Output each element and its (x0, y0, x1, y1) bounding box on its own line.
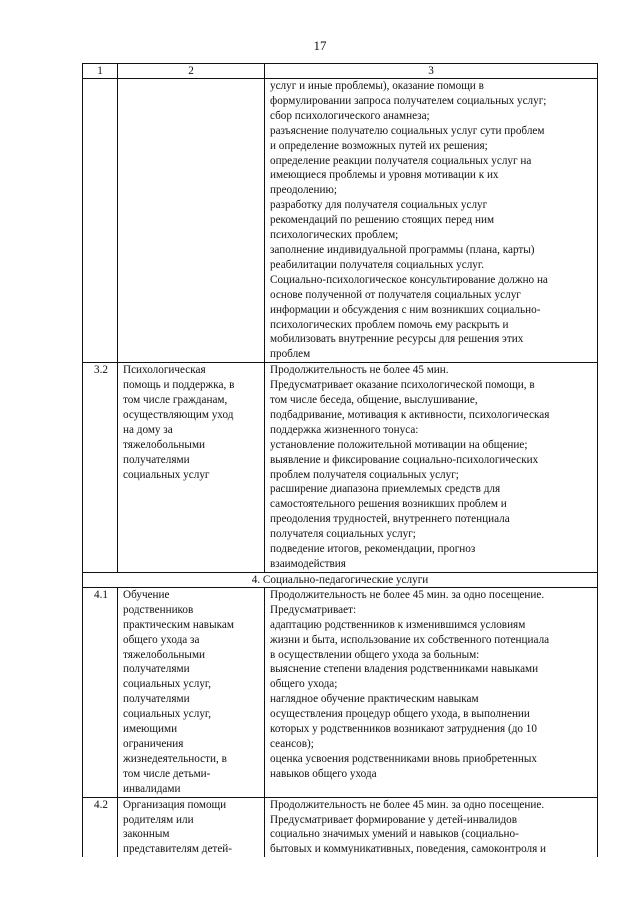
service-number: 4.2 (83, 797, 118, 857)
service-description-line: оценка усвоения родственниками вновь приобретенных (270, 752, 537, 765)
service-description-line: рекомендаций по решению стоящих перед ним (270, 214, 495, 227)
service-description (265, 363, 598, 573)
service-description-line: преодоления трудностей, внутреннего потенциала (270, 513, 510, 526)
service-description (265, 797, 598, 857)
service-name-line: представителям детей- (123, 843, 233, 856)
service-number: 4.1 (83, 587, 118, 797)
service-description-line: имеющиеся проблемы и уровня мотивации к их (270, 169, 499, 182)
page-number: 17 (313, 38, 327, 53)
service-description-line: заполнение индивидуальной программы (плана, карты) (270, 243, 535, 256)
service-name-line: том числе детьми- (123, 767, 211, 780)
service-name-line: осуществляющим уход (123, 408, 234, 421)
service-name-line: получателями (123, 663, 190, 676)
service-description-line: Продолжительность не более 45 мин. (270, 364, 449, 377)
service-number: 3.2 (83, 363, 118, 573)
table-row (83, 587, 598, 797)
service-description-line: выяснение степени владения родственниками навыками (270, 663, 539, 676)
section-row (83, 572, 598, 587)
table-header-row (83, 64, 598, 79)
service-description-line: расширение диапазона приемлемых средств для (270, 483, 501, 496)
service-name-line: ограничения (123, 737, 184, 750)
service-description-line: адаптацию родственников к изменившимся условиям (270, 618, 526, 631)
service-description-line: навыков общего ухода (270, 767, 377, 780)
service-description-line: осуществления процедур общего ухода, в выполнении (270, 708, 530, 721)
table-row (83, 363, 598, 573)
service-name (118, 363, 265, 573)
service-name-line: тяжелобольными (123, 438, 206, 451)
service-description-line: разъяснение получателю социальных услуг сути проблем (270, 124, 545, 137)
service-name-line: жизнедеятельности, в (123, 752, 227, 765)
service-description-line: подбадривание, мотивация к активности, психологическая (270, 408, 550, 421)
service-description-line: которых у родственников возникают затруднения (до 10 (270, 723, 537, 736)
service-description-line: разработку для получателя социальных услуг (270, 199, 488, 212)
services-table (82, 63, 598, 857)
service-name-line: имеющими (123, 723, 178, 736)
service-description-line: Предусматривает оказание психологической помощи, в (270, 379, 535, 392)
service-description-line: бытовых и коммуникативных, поведения, самоконтроля и (270, 843, 547, 856)
service-name-line: на дому за (123, 423, 173, 436)
service-description (265, 587, 598, 797)
service-name-line: Организация помощи (123, 798, 227, 811)
service-description-line: том числе беседа, общение, выслушивание, (270, 394, 478, 407)
service-description-line: самостоятельного решения возникших проблем и (270, 498, 507, 511)
header-col-2: 2 (118, 64, 265, 79)
header-col-1: 1 (83, 64, 118, 79)
service-name-line: родственников (123, 603, 194, 616)
service-number (83, 79, 118, 363)
service-description-line: сеансов); (270, 737, 314, 750)
table-row (83, 797, 598, 857)
service-description-line: Предусматривает формирование у детей-инвалидов (270, 813, 518, 826)
service-name-line: общего ухода за (123, 633, 200, 646)
service-name-line: получателями (123, 693, 190, 706)
service-name-line: Обучение (123, 588, 170, 601)
service-name (118, 587, 265, 797)
service-description-line: основе полученной от получателя социальных услуг (270, 288, 521, 301)
service-name-line: Психологическая (123, 364, 206, 377)
service-description-line: определение реакции получателя социальных услуг на (270, 154, 532, 167)
service-description-line: и определение возможных путей их решения; (270, 139, 488, 152)
service-description-line: жизни и быта, использование их собственного потенциала (270, 633, 550, 646)
service-description-line: в осуществлении общего ухода за больным: (270, 648, 480, 661)
service-name-line: законным (123, 828, 170, 841)
service-description-line: Социально-психологическое консультирование должно на (270, 273, 548, 286)
service-name (118, 79, 265, 363)
service-description-line: сбор психологического анамнеза; (270, 109, 430, 122)
service-name-line: получателями (123, 453, 190, 466)
service-description-line: проблем (270, 348, 311, 361)
service-name-line: инвалидами (123, 782, 181, 795)
service-description-line: поддержка жизненного тонуса: (270, 423, 419, 436)
table-row (83, 79, 598, 363)
service-description-line: выявление и фиксирование социально-психологических (270, 453, 539, 466)
service-description-line: психологических проблем помочь ему раскрыть и (270, 318, 509, 331)
service-description-line: Предусматривает: (270, 603, 357, 616)
header-col-3: 3 (265, 64, 598, 79)
service-description-line: общего ухода; (270, 678, 338, 691)
service-description-line: преодолению; (270, 184, 337, 197)
service-description-line: социально значимых умений и навыков (социально- (270, 828, 519, 841)
service-description-line: формулировании запроса получателем социальных услуг; (270, 94, 547, 107)
service-description-line: наглядное обучение практическим навыкам (270, 693, 479, 706)
service-description-line: реабилитации получателя социальных услуг. (270, 258, 484, 271)
service-name-line: практическим навыкам (123, 618, 234, 631)
service-name (118, 797, 265, 857)
service-description-line: мобилизовать внутренние ресурсы для решения этих (270, 333, 524, 346)
service-name-line: социальных услуг (123, 468, 210, 481)
service-name-line: социальных услуг, (123, 678, 212, 691)
service-description (265, 79, 598, 363)
service-description-line: взаимодействия (270, 558, 346, 570)
service-name-line: социальных услуг, (123, 708, 212, 721)
service-description-line: получателя социальных услуг; (270, 528, 416, 541)
service-name-line: тяжелобольными (123, 648, 206, 661)
service-description-line: информации и обсуждения с ним возникших социально- (270, 303, 541, 316)
section-title: 4. Социально-педагогические услуги (83, 572, 598, 587)
service-description-line: установление положительной мотивации на общение; (270, 438, 528, 451)
service-name-line: родителям или (123, 813, 194, 826)
service-description-line: Продолжительность не более 45 мин. за одно посещение. (270, 588, 545, 601)
service-name-line: помощь и поддержка, в (123, 379, 235, 392)
service-description-line: услуг и иные проблемы), оказание помощи в (270, 80, 484, 92)
service-description-line: подведение итогов, рекомендации, прогноз (270, 543, 476, 556)
service-description-line: Продолжительность не более 45 мин. за одно посещение. (270, 798, 545, 811)
service-description-line: психологических проблем; (270, 229, 399, 242)
service-name-line: том числе гражданам, (123, 394, 228, 407)
service-description-line: проблем получателя социальных услуг; (270, 468, 459, 481)
